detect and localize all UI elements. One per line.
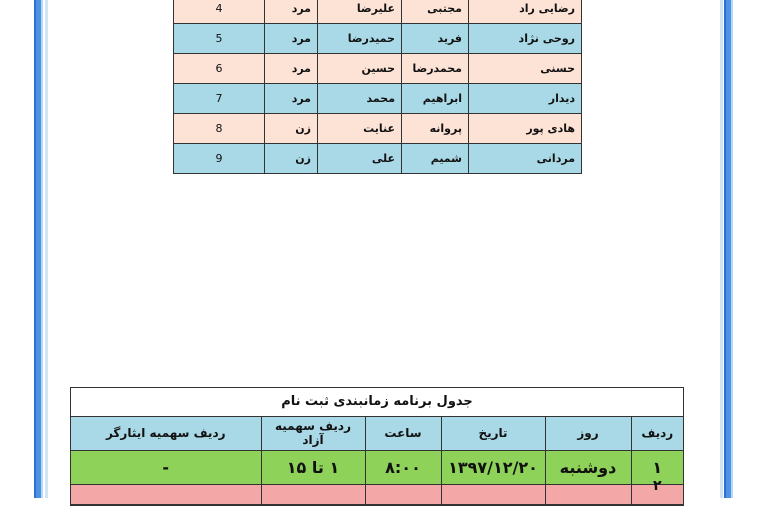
header-free-quota: ردیف سهمیه آزاد [261, 417, 365, 450]
gender-cell: مرد [265, 0, 318, 24]
schedule-title: جدول برنامه زمانبندی ثبت نام [71, 388, 683, 417]
table-row [174, 0, 582, 24]
gender-cell: زن [265, 114, 318, 144]
first-name-cell: پروانه [402, 114, 469, 144]
page-border-right [724, 0, 733, 498]
father-name-cell: عنایت [318, 114, 402, 144]
row-number: ۲ [631, 484, 683, 504]
page-border-left-inner [45, 0, 48, 498]
schedule-header-row [71, 417, 683, 450]
row-number: 4 [174, 0, 265, 24]
schedule-grid [71, 417, 683, 505]
first-name-cell: شمیم [402, 144, 469, 174]
free-quota-cell: ۱ تا ۱۵ [261, 450, 365, 484]
father-name-cell: علیرضا [318, 0, 402, 24]
gender-cell: زن [265, 144, 318, 174]
header-date: تاریخ [441, 417, 545, 450]
first-name-cell: محمدرضا [402, 54, 469, 84]
row-number: 5 [174, 24, 265, 54]
time-cell: ۸:۰۰ [365, 450, 441, 484]
row-number: 7 [174, 84, 265, 114]
father-name-cell: علی [318, 144, 402, 174]
header-isargar-quota: ردیف سهمیه ایثارگر [71, 417, 261, 450]
table-row [174, 144, 582, 174]
gender-cell: مرد [265, 54, 318, 84]
free-quota-cell [261, 484, 365, 504]
last-name-cell: دیدار [469, 84, 582, 114]
table-row [71, 484, 683, 504]
schedule-table [70, 387, 684, 506]
father-name-cell: حمیدرضا [318, 24, 402, 54]
first-name-cell: فرید [402, 24, 469, 54]
table-row [71, 450, 683, 484]
page-border-left [34, 0, 43, 498]
page-border-right-inner [720, 0, 723, 498]
first-name-cell: ابراهیم [402, 84, 469, 114]
last-name-cell: حسنی [469, 54, 582, 84]
last-name-cell: هادی پور [469, 114, 582, 144]
father-name-cell: حسین [318, 54, 402, 84]
row-number: 9 [174, 144, 265, 174]
table-row [174, 24, 582, 54]
header-time: ساعت [365, 417, 441, 450]
table-row [174, 114, 582, 144]
date-cell: ۱۳۹۷/۱۲/۲۰ [441, 450, 545, 484]
row-number: 6 [174, 54, 265, 84]
table-row [174, 84, 582, 114]
day-cell [545, 484, 631, 504]
last-name-cell: رضایی راد [469, 0, 582, 24]
header-day: روز [545, 417, 631, 450]
row-number: ۱ [631, 450, 683, 484]
first-name-cell: مجتبی [402, 0, 469, 24]
isargar-quota-cell: - [71, 450, 261, 484]
gender-cell: مرد [265, 24, 318, 54]
time-cell [365, 484, 441, 504]
row-number: 8 [174, 114, 265, 144]
isargar-quota-cell [71, 484, 261, 504]
gender-cell: مرد [265, 84, 318, 114]
last-name-cell: مردانی [469, 144, 582, 174]
names-table [173, 0, 582, 174]
day-cell: دوشنبه [545, 450, 631, 484]
last-name-cell: روحی نژاد [469, 24, 582, 54]
father-name-cell: محمد [318, 84, 402, 114]
date-cell [441, 484, 545, 504]
header-row-number: ردیف [631, 417, 683, 450]
table-row [174, 54, 582, 84]
